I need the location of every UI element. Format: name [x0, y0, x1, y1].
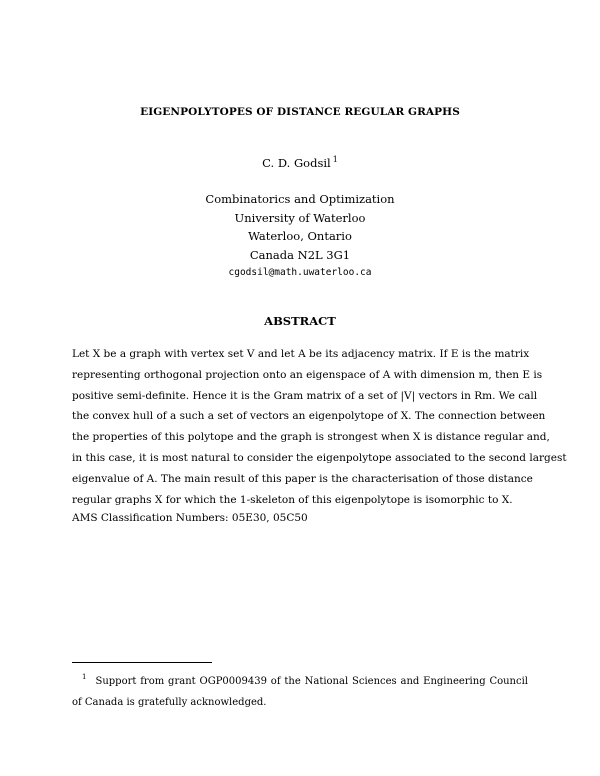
footnote [72, 667, 528, 713]
abstract-line: the convex hull of a such a set of vectors an eigenpolytope of X. The connection between [72, 410, 546, 423]
footnote-text-1: Support from grant OGP0009439 of the National Sciences and Engineering Council [95, 676, 528, 687]
affiliation-postal: Canada N2L 3G1 [249, 247, 351, 262]
abstract-line: in this case, it is most natural to consider the eigenpolytope associated to the second largest [72, 451, 567, 464]
affiliation-city: Waterloo, Ontario [248, 229, 352, 243]
abstract-line: representing orthogonal projection onto an eigenspace of A with dimension m, then E is [72, 368, 543, 381]
paper-title: EIGENPOLYTOPES OF DISTANCE REGULAR GRAPHS [140, 106, 460, 118]
affiliation-university: University of Waterloo [234, 210, 366, 225]
affiliation-block [0, 190, 600, 283]
abstract-line: Let X be a graph with vertex set V and let A be its adjacency matrix. If E is the matrix [72, 348, 530, 360]
affiliation-department: Combinatorics and Optimization [205, 192, 395, 206]
footnote-line-2: of Canada is gratefully acknowledged. [72, 697, 267, 708]
footnote-line-1 [72, 667, 528, 692]
footnote-mark: 1 [82, 673, 87, 681]
author-footnote-mark: 1 [332, 155, 338, 164]
abstract-heading: ABSTRACT [264, 314, 336, 328]
abstract-body [72, 344, 567, 510]
author-line [0, 155, 600, 170]
ams-classification: AMS Classification Numbers: 05E30, 05C50 [72, 512, 308, 524]
footnote-divider [72, 662, 212, 663]
abstract-line: eigenvalue of A. The main result of this paper is the characterisation of those distance [72, 472, 533, 485]
abstract-line: positive semi-definite. Hence it is the Gram matrix of a set of |V| vectors in Rm. We call [72, 389, 538, 402]
author-name: C. D. Godsil [262, 156, 331, 170]
abstract-line: the properties of this polytope and the graph is strongest when X is distance regular and, [72, 431, 550, 444]
author-email[interactable]: cgodsil@math.uwaterloo.ca [228, 267, 372, 278]
abstract-line: regular graphs X for which the 1-skeleton of this eigenpolytope is isomorphic to X. [72, 493, 513, 506]
